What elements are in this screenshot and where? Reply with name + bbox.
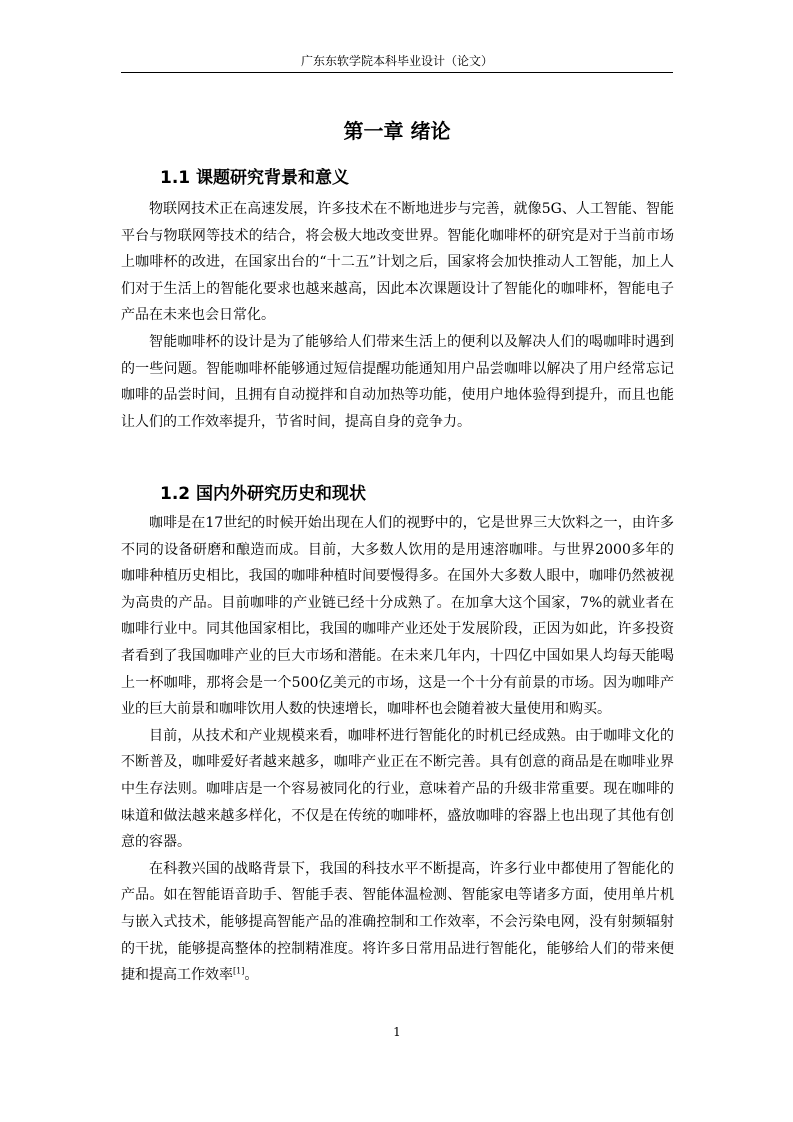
paragraph-text: 在科教兴国的战略背景下，我国的科技水平不断提高，许多行业中都使用了智能化的产品。如在智能语音助手、智能手表、智能体温检测、智能家电等诸多方面，使用单片机与嵌入式技术，能够提高智能产品的准确控制和工作效率，不会污染电网，没有射频辐射的干扰，能够提高整体的控制精准度。将许多日常用品进行智能化，能够给人们的带来便捷和提高工作效率	[121, 860, 674, 984]
paragraph: 咖啡是在17世纪的时候开始出现在人们的视野中的，它是世界三大饮料之一，由许多不同的设备研磨和酿造而成。目前，大多数人饮用的是用速溶咖啡。与世界2000多年的咖啡种植历史相比，我国的咖啡种植时间要慢得多。在国外大多数人眼中，咖啡仍然被视为高贵的产品。目前咖啡的产业链已经十分成熟了。在加拿大这个国家，7%的就业者在咖啡行业中。同其他国家相比，我国的咖啡产业还处于发展阶段，正因为如此，许多投资者看到了我国咖啡产业的巨大市场和潜能。在未来几年内，十四亿中国如果人均每天能喝上一杯咖啡，那将会是一个500亿美元的市场，这是一个十分有前景的市场。因为咖啡产业的巨大前景和咖啡饮用人数的快速增长，咖啡杯也会随着被大量使用和购买。	[121, 515, 674, 718]
paragraph-end-punctuation: 。	[244, 967, 259, 984]
paragraph: 物联网技术正在高速发展，许多技术在不断地进步与完善，就像5G、人工智能、智能平台与物联网等技术的结合，将会极大地改变世界。智能化咖啡杯的研究是对于当前市场上咖啡杯的改进，在国家出台的“十二五”计划之后，国家将会加快推动人工智能，加上人们对于生活上的智能化要求也越来越高，因此本次课题设计了智能化的咖啡杯，智能电子产品在未来也会日常化。	[121, 201, 674, 324]
section-body-1-2	[121, 510, 674, 989]
page-header: 广东东软学院本科毕业设计（论文）	[300, 54, 493, 68]
section-title-1-2: 1.2 国内外研究历史和现状	[160, 484, 367, 504]
paragraph: 目前，从技术和产业规模来看，咖啡杯进行智能化的时机已经成熟。由于咖啡文化的不断普及，咖啡爱好者越来越多，咖啡产业正在不断完善。具有创意的商品是在咖啡业界中生存法则。咖啡店是一个容易被同化的行业，意味着产品的升级非常重要。现在咖啡的味道和做法越来越多样化，不仅是在传统的咖啡杯，盛放咖啡的容器上也出现了其他有创意的容器。	[121, 727, 674, 851]
section-title-1-1: 1.1 课题研究背景和意义	[160, 168, 350, 188]
chapter-title: 第一章 绪论	[343, 119, 451, 143]
page-number: 1	[393, 1025, 401, 1039]
citation-reference[interactable]: [1]	[233, 966, 245, 976]
paragraph: 智能咖啡杯的设计是为了能够给人们带来生活上的便利以及解决人们的喝咖啡时遇到的一些问题。智能咖啡杯能够通过短信提醒功能通知用户品尝咖啡以解决了用户经常忘记咖啡的品尝时间，且拥有自动搅拌和自动加热等功能，使用户地体验得到提升，而且也能让人们的工作效率提升，节省时间，提高自身的竞争力。	[121, 333, 674, 430]
section-body-1-1	[121, 196, 674, 435]
paragraph-with-citation	[121, 856, 674, 989]
header-divider	[121, 72, 673, 73]
